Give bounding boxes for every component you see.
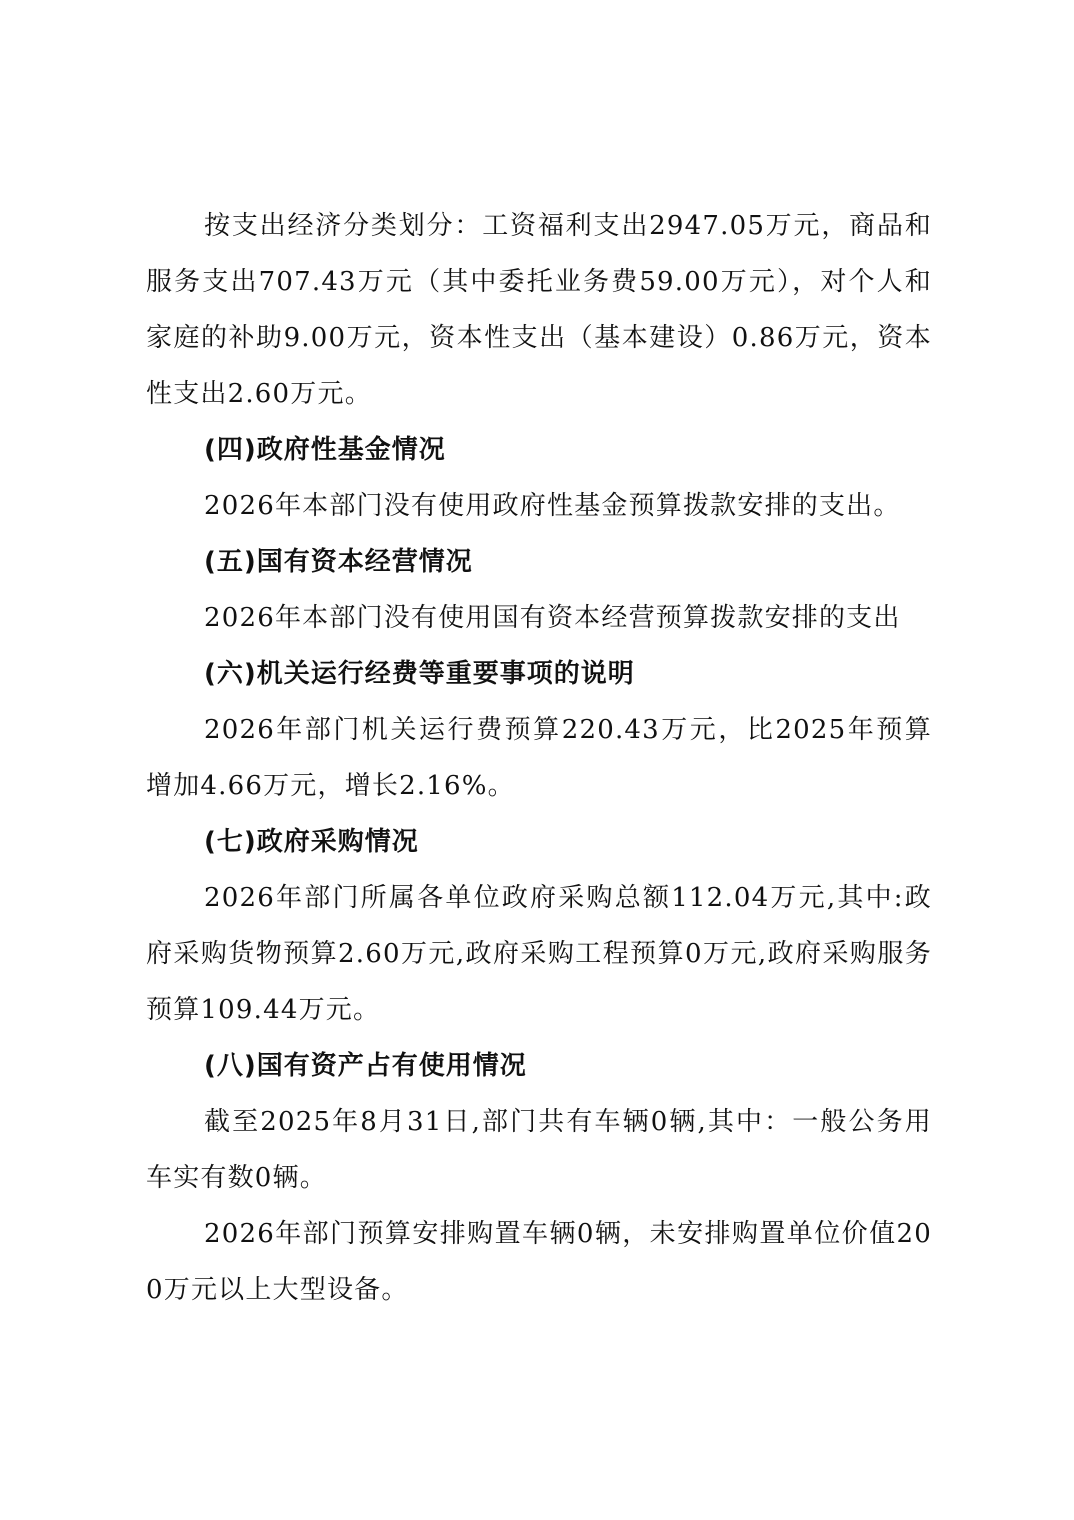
heading-procurement: (七)政府采购情况 — [204, 827, 419, 857]
paragraph-vehicles: 截至2025年8月31日,部门共有车辆0辆,其中：一般公务用车实有数0辆。 — [146, 1107, 932, 1193]
paragraph-vehicle-purchase: 2026年部门预算安排购置车辆0辆，未安排购置单位价值200万元以上大型设备。 — [146, 1219, 932, 1305]
heading-state-capital: (五)国有资本经营情况 — [204, 547, 473, 577]
heading-government-fund: (四)政府性基金情况 — [204, 435, 446, 465]
paragraph-operating-expenses: 2026年部门机关运行费预算220.43万元，比2025年预算增加4.66万元，增长2.16%。 — [146, 715, 932, 801]
paragraph-state-capital: 2026年本部门没有使用国有资本经营预算拨款安排的支出 — [204, 603, 901, 633]
paragraph-government-fund: 2026年本部门没有使用政府性基金预算拨款安排的支出。 — [204, 491, 901, 521]
document-body — [146, 198, 932, 1318]
paragraph-procurement: 2026年部门所属各单位政府采购总额112.04万元,其中:政府采购货物预算2.60万元,政府采购工程预算0万元,政府采购服务预算109.44万元。 — [146, 883, 932, 1025]
heading-operating-expenses: (六)机关运行经费等重要事项的说明 — [204, 659, 635, 689]
paragraph-economic-classification: 按支出经济分类划分：工资福利支出2947.05万元，商品和服务支出707.43万元（其中委托业务费59.00万元），对个人和家庭的补助9.00万元，资本性支出（基本建设）0.86万元，资本性支出2.60万元。 — [146, 211, 932, 409]
heading-state-assets: (八)国有资产占有使用情况 — [204, 1051, 527, 1081]
